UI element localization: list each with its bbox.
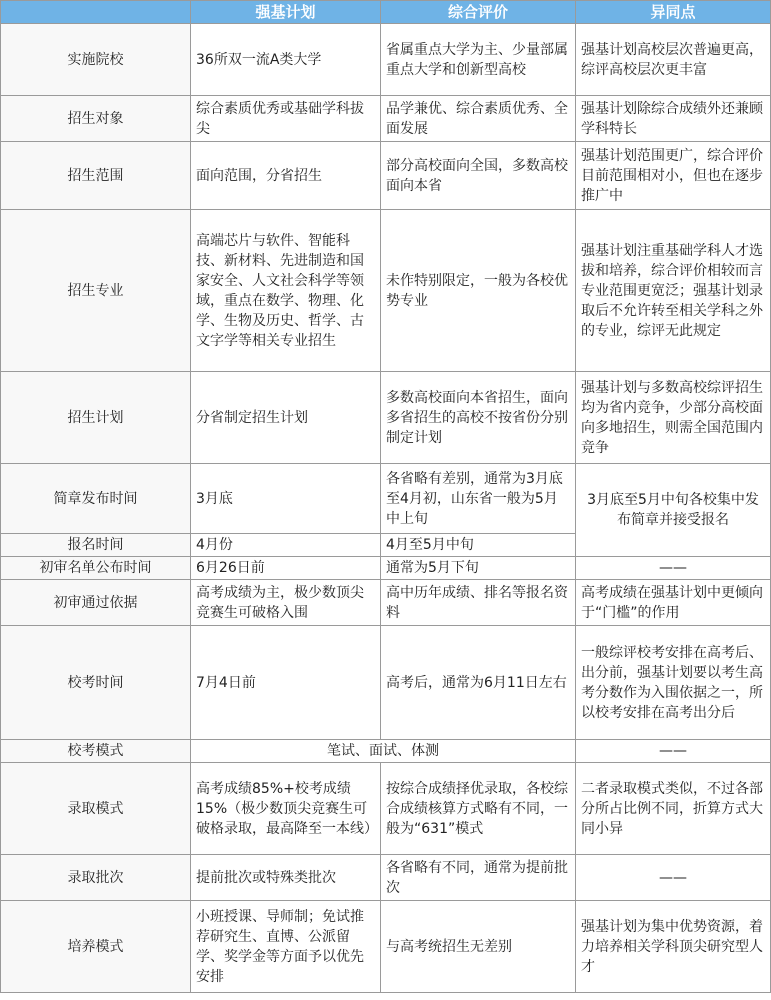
qiangji-cell: 综合素质优秀或基础学科拔尖	[191, 96, 381, 142]
table-row	[1, 763, 771, 855]
row-label: 录取模式	[1, 763, 191, 855]
qiangji-cell: 分省制定招生计划	[191, 372, 381, 464]
row-label: 校考模式	[1, 740, 191, 763]
diff-cell: ——	[576, 740, 771, 763]
diff-cell: ——	[576, 855, 771, 901]
table-row	[1, 740, 771, 763]
zonghe-cell: 各省略有差别，通常为3月底至4月初，山东省一般为5月中上旬	[381, 464, 576, 534]
row-label: 校考时间	[1, 626, 191, 740]
diff-cell: ——	[576, 557, 771, 580]
row-label: 初审通过依据	[1, 580, 191, 626]
diff-cell: 强基计划高校层次普遍更高，综评高校层次更丰富	[576, 24, 771, 96]
row-label: 招生计划	[1, 372, 191, 464]
zonghe-cell: 高考后，通常为6月11日左右	[381, 626, 576, 740]
qiangji-cell: 6月26日前	[191, 557, 381, 580]
table-row	[1, 464, 771, 534]
qiangji-cell: 提前批次或特殊类批次	[191, 855, 381, 901]
qiangji-cell: 高考成绩85%+校考成绩15%（极少数顶尖竞赛生可破格录取，最高降至一本线）	[191, 763, 381, 855]
header-qiangji: 强基计划	[191, 1, 381, 24]
table-row	[1, 24, 771, 96]
row-label: 招生范围	[1, 142, 191, 210]
table-row	[1, 372, 771, 464]
qiangji-cell: 36所双一流A类大学	[191, 24, 381, 96]
table-row	[1, 901, 771, 993]
diff-cell: 二者录取模式类似，不过各部分所占比例不同，折算方式大同小异	[576, 763, 771, 855]
table-row	[1, 626, 771, 740]
qiangji-cell: 高端芯片与软件、智能科技、新材料、先进制造和国家安全、人文社会科学等领域，重点在数学、物理、化学、生物及历史、哲学、古文字学等相关专业招生	[191, 210, 381, 372]
zonghe-cell: 未作特别限定，一般为各校优势专业	[381, 210, 576, 372]
table-row	[1, 580, 771, 626]
table-row	[1, 96, 771, 142]
zonghe-cell: 4月至5月中旬	[381, 534, 576, 557]
zonghe-cell: 通常为5月下旬	[381, 557, 576, 580]
zonghe-cell: 品学兼优、综合素质优秀、全面发展	[381, 96, 576, 142]
header-diff: 异同点	[576, 1, 771, 24]
table-row	[1, 855, 771, 901]
header-zonghe: 综合评价	[381, 1, 576, 24]
qiangji-cell: 4月份	[191, 534, 381, 557]
zonghe-cell: 多数高校面向本省招生，面向多省招生的高校不按省份分别制定计划	[381, 372, 576, 464]
table-row	[1, 557, 771, 580]
row-label: 录取批次	[1, 855, 191, 901]
qiangji-cell: 小班授课、导师制；免试推荐研究生、直博、公派留学、奖学金等方面予以优先安排	[191, 901, 381, 993]
qiangji-cell: 高考成绩为主，极少数顶尖竞赛生可破格入围	[191, 580, 381, 626]
row-label: 招生专业	[1, 210, 191, 372]
diff-cell: 高考成绩在强基计划中更倾向于“门槛”的作用	[576, 580, 771, 626]
header-blank	[1, 1, 191, 24]
merged-cell: 笔试、面试、体测	[191, 740, 576, 763]
zonghe-cell: 与高考统招生无差别	[381, 901, 576, 993]
zonghe-cell: 省属重点大学为主、少量部属重点大学和创新型高校	[381, 24, 576, 96]
diff-cell: 强基计划与多数高校综评招生均为省内竞争，少部分高校面向多地招生，则需全国范围内竞争	[576, 372, 771, 464]
diff-cell: 强基计划除综合成绩外还兼顾学科特长	[576, 96, 771, 142]
qiangji-cell: 7月4日前	[191, 626, 381, 740]
zonghe-cell: 高中历年成绩、排名等报名资料	[381, 580, 576, 626]
zonghe-cell: 各省略有不同，通常为提前批次	[381, 855, 576, 901]
diff-cell: 强基计划范围更广，综合评价目前范围相对小，但也在逐步推广中	[576, 142, 771, 210]
row-label: 培养模式	[1, 901, 191, 993]
qiangji-cell: 面向范围，分省招生	[191, 142, 381, 210]
row-label: 实施院校	[1, 24, 191, 96]
qiangji-cell: 3月底	[191, 464, 381, 534]
row-label: 报名时间	[1, 534, 191, 557]
table-row	[1, 210, 771, 372]
row-label: 简章发布时间	[1, 464, 191, 534]
row-label: 初审名单公布时间	[1, 557, 191, 580]
row-label: 招生对象	[1, 96, 191, 142]
diff-cell: 强基计划为集中优势资源，着力培养相关学科顶尖研究型人才	[576, 901, 771, 993]
zonghe-cell: 部分高校面向全国，多数高校面向本省	[381, 142, 576, 210]
diff-cell: 强基计划注重基础学科人才选拔和培养，综合评价相较而言专业范围更宽泛；强基计划录取后不允许转至相关学科之外的专业，综评无此规定	[576, 210, 771, 372]
zonghe-cell: 按综合成绩择优录取，各校综合成绩核算方式略有不同，一般为“631”模式	[381, 763, 576, 855]
header-row	[1, 1, 771, 24]
diff-cell: 一般综评校考安排在高考后、出分前，强基计划要以考生高考分数作为入围依据之一，所以校考安排在高考出分后	[576, 626, 771, 740]
table-row	[1, 142, 771, 210]
diff-cell: 3月底至5月中旬各校集中发布简章并接受报名	[576, 464, 771, 557]
